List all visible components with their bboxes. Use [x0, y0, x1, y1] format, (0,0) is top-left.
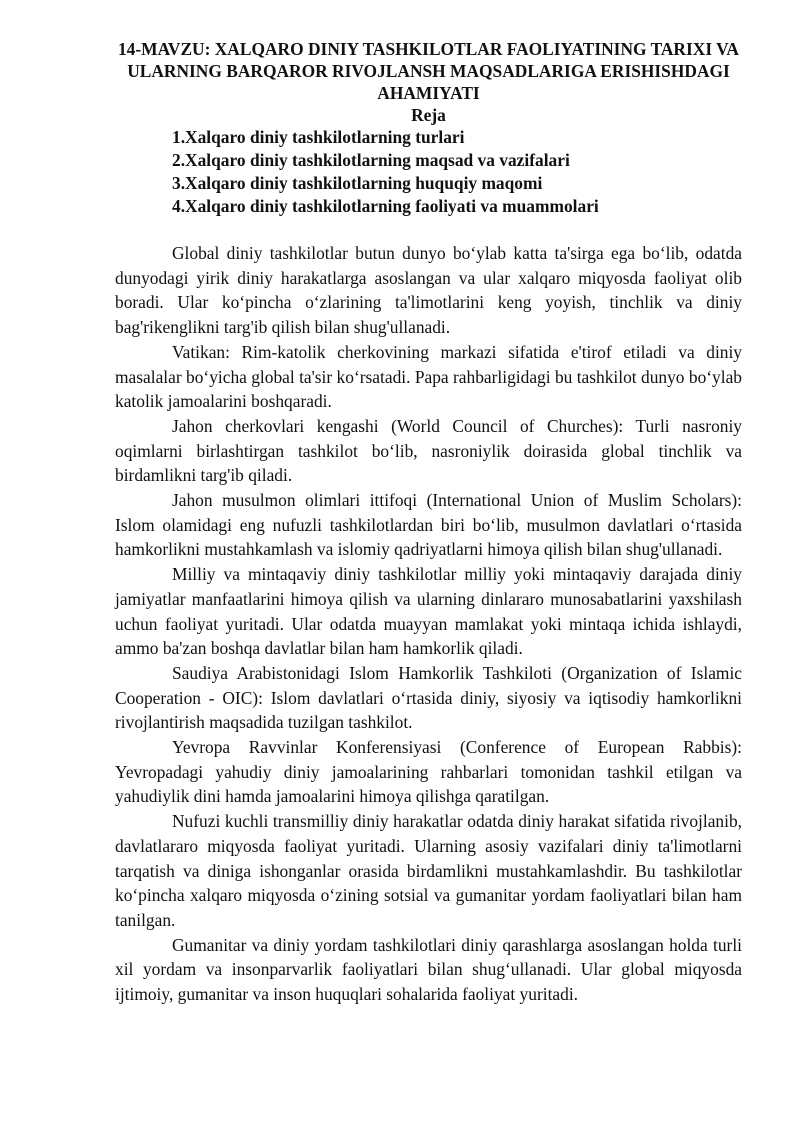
- paragraph: Jahon musulmon olimlari ittifoqi (International Union of Muslim Scholars): Islom olamidagi eng nufuzli tashkilotlardan biri bo‘lib, musulmon davlatlari o‘rtasida hamkorlikni mustahkamlash va islomiy qadriyatlarni himoya qilish bilan shug'ullanadi.: [115, 490, 742, 560]
- paragraph: Global diniy tashkilotlar butun dunyo bo‘ylab katta ta'sirga ega bo‘lib, odatda dunyodagi yirik diniy harakatlarga asoslangan va ular xalqaro miqyosda faoliyat olib boradi. Ular ko‘pincha o‘zlarining ta'limotlarini keng yoyish, tinchlik va diniy bag'rikenglikni targ'ib qilish bilan shug'ullanadi.: [115, 243, 742, 338]
- paragraph: Jahon cherkovlari kengashi (World Council of Churches): Turli nasroniy oqimlarni birlashtirgan tashkilot bo‘lib, nasroniylik doirasida global tinchlik va birdamlikni targ'ib qiladi.: [115, 415, 742, 486]
- paragraph: Milliy va mintaqaviy diniy tashkilotlar milliy yoki mintaqaviy darajada diniy jamiyatlar manfaatlarini himoya qilish va ularning dinlararo munosabatlarini yaxshilash uchun faoliyat yuritadi. Ular odatda muayyan mamlakat yoki mintaqa ichida ishlaydi, ammo ba'zan boshqa davlatlar bilan ham hamkorlik qiladi.: [115, 564, 742, 659]
- paragraph: Saudiya Arabistonidagi Islom Hamkorlik Tashkiloti (Organization of Islamic Cooperation - OIC): Islom davlatlari o‘rtasida diniy, siyosiy va iqtisodiy hamkorlikni rivojlantirish maqsadida tuzilgan tashkilot.: [115, 662, 742, 733]
- document-title: 14-MAVZU: XALQARO DINIY TASHKILOTLAR FAOLIYATINING TARIXI VA ULARNING BARQAROR RIVOJLANSH MAQSADLARIGA ERISHISHDAGI AHAMIYATI: [117, 39, 739, 103]
- paragraph: Yevropa Ravvinlar Konferensiyasi (Conference of European Rabbis): Yevropadagi yahudiy diniy jamoalarining rahbarlari tomonidan tashkil etilgan va yahudiylik dini hamda jamoalarini himoya qilishga qaratilgan.: [115, 737, 742, 807]
- paragraph: Vatikan: Rim-katolik cherkovining markazi sifatida e'tirof etiladi va diniy masalalar bo‘yicha global ta'sir ko‘rsatadi. Papa rahbarligidagi bu tashkilot dunyo bo‘ylab katolik jamoalarini boshqaradi.: [115, 341, 742, 412]
- paragraph: Nufuzi kuchli transmilliy diniy harakatlar odatda diniy harakat sifatida rivojlanib, davlatlararo miqyosda faoliyat yuritadi. Ularning asosiy vazifalari diniy ta'limotlarni tarqatish va diniga ishonganlar orasida birdamlikni mustahkamlashdir. Bu tashkilotlar ko‘pincha xalqaro miqyosda o‘zining sotsial va gumanitar yordam faoliyatlari bilan ham tanilgan.: [115, 811, 742, 930]
- document-page: [115, 38, 742, 1007]
- body-text: [115, 241, 742, 1007]
- paragraph: Gumanitar va diniy yordam tashkilotlari diniy qarashlarga asoslangan holda turli xil yordam va insonparvarlik faoliyatlari bilan shug‘ullanadi. Ular global miqyosda ijtimoiy, gumanitar va inson huquqlari sohalarida faoliyat yuritadi.: [115, 934, 742, 1005]
- plan-list: [115, 126, 742, 218]
- plan-item: 4.Xalqaro diniy tashkilotlarning faoliyati va muammolari: [172, 196, 599, 216]
- plan-heading: Reja: [411, 105, 446, 125]
- plan-item: 2.Xalqaro diniy tashkilotlarning maqsad va vazifalari: [172, 150, 570, 170]
- plan-item: 1.Xalqaro diniy tashkilotlarning turlari: [172, 127, 465, 147]
- plan-item: 3.Xalqaro diniy tashkilotlarning huquqiy maqomi: [172, 173, 543, 193]
